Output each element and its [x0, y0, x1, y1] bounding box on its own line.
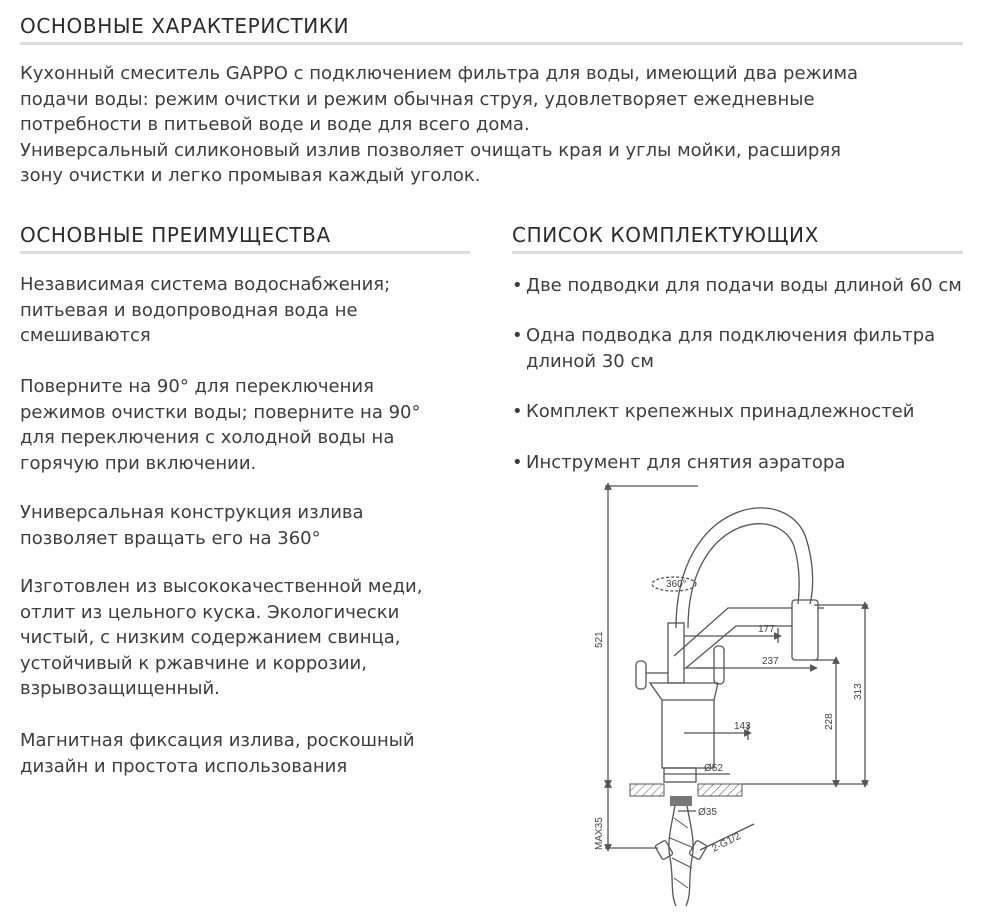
advantages-title: ОСНОВНЫЕ ПРЕИМУЩЕСТВА — [20, 223, 331, 247]
text-line: Две подводки для подачи воды длиной 60 см — [526, 275, 962, 296]
faucet-column — [668, 623, 684, 683]
text-line: чистый, с низким содержанием свинца, — [20, 627, 401, 648]
components-divider — [512, 251, 963, 254]
handle-right — [714, 646, 724, 684]
text-line: дизайн и простота использования — [20, 755, 348, 777]
advantage-paragraph — [20, 374, 420, 476]
advantage-paragraph — [20, 500, 364, 551]
mounting-nut — [670, 796, 692, 806]
text-line: отлит из цельного куска. Экологически — [20, 601, 400, 623]
countertop-section-left — [630, 784, 664, 796]
handle-left — [636, 661, 646, 689]
spray-head — [792, 600, 818, 660]
text-line: Независимая система водоснабжения; — [20, 274, 391, 295]
advantage-paragraph — [20, 272, 390, 349]
text-line: Изготовлен из высококачественной меди, — [20, 576, 423, 597]
spout-arch-inner — [688, 524, 799, 628]
text-line: Комплект крепежных принадлежностей — [526, 401, 915, 422]
text-line: потребности в питьевой воде и воде для всего дома. — [20, 114, 530, 135]
faucet-base — [664, 768, 696, 782]
text-line: питьевая и водопроводная вода не — [20, 299, 358, 321]
main-characteristics-text — [20, 61, 858, 189]
text-line: Универсальный силиконовый излив позволяет очищать края и углы мойки, расширяя — [20, 139, 841, 161]
main-characteristics-divider — [20, 42, 963, 45]
components-title: СПИСОК КОМПЛЕКТУЮЩИХ — [512, 223, 819, 247]
label-max-thickness: MAX35 — [594, 817, 605, 850]
countertop-section-right — [698, 784, 742, 796]
advantages-divider — [20, 251, 470, 254]
text-line: устойчивый к ржавчине и коррозии, — [20, 652, 367, 674]
label-thread: 2-G1/2 — [710, 830, 743, 855]
text-line: Магнитная фиксация излива, роскошный — [20, 730, 415, 751]
text-line: горячую при включении. — [20, 452, 257, 474]
bullet: • — [512, 452, 523, 473]
bullet: • — [512, 325, 523, 346]
text-line: взрывозащищенный. — [20, 678, 220, 699]
text-line: зону очистки и легко промывая каждый уголок. — [20, 165, 481, 186]
faucet-body — [650, 683, 718, 768]
text-line: Инструмент для снятия аэратора — [526, 452, 846, 473]
text-line: Поверните на 90° для переключения — [20, 376, 374, 397]
text-line: подачи воды: режим очистки и режим обычная струя, удовлетворяет ежедневные — [20, 88, 815, 110]
label-base-diameter: Ø52 — [704, 763, 723, 774]
label-height-521: 521 — [594, 631, 605, 648]
text-line: Одна подводка для подключения фильтра — [526, 325, 936, 346]
text-line: Кухонный смеситель GAPPO с подключением фильтра для воды, имеющий два режима — [20, 63, 859, 84]
label-reach-237: 237 — [762, 656, 779, 667]
label-rotation: 360° — [666, 579, 687, 590]
label-handle-143: 143 — [734, 721, 751, 732]
text-line: длиной 30 см — [526, 350, 654, 372]
faucet-technical-drawing — [578, 478, 878, 908]
text-line: режимов очистки воды; поверните на 90° — [20, 401, 421, 423]
advantage-paragraph — [20, 574, 422, 702]
label-height-228: 228 — [824, 713, 835, 730]
bullet: • — [512, 275, 523, 296]
main-characteristics-title: ОСНОВНЫЕ ХАРАКТЕРИСТИКИ — [20, 14, 350, 38]
label-reach-177: 177 — [758, 624, 775, 635]
text-line: для переключения с холодной воды на — [20, 427, 395, 448]
text-line: позволяет вращать его на 360° — [20, 527, 321, 549]
text-line: смешиваются — [20, 325, 151, 346]
label-hole-diameter: Ø35 — [698, 807, 717, 818]
bullet: • — [512, 401, 523, 422]
advantage-paragraph — [20, 728, 415, 779]
label-height-313: 313 — [853, 683, 864, 700]
text-line: Универсальная конструкция излива — [20, 502, 364, 523]
